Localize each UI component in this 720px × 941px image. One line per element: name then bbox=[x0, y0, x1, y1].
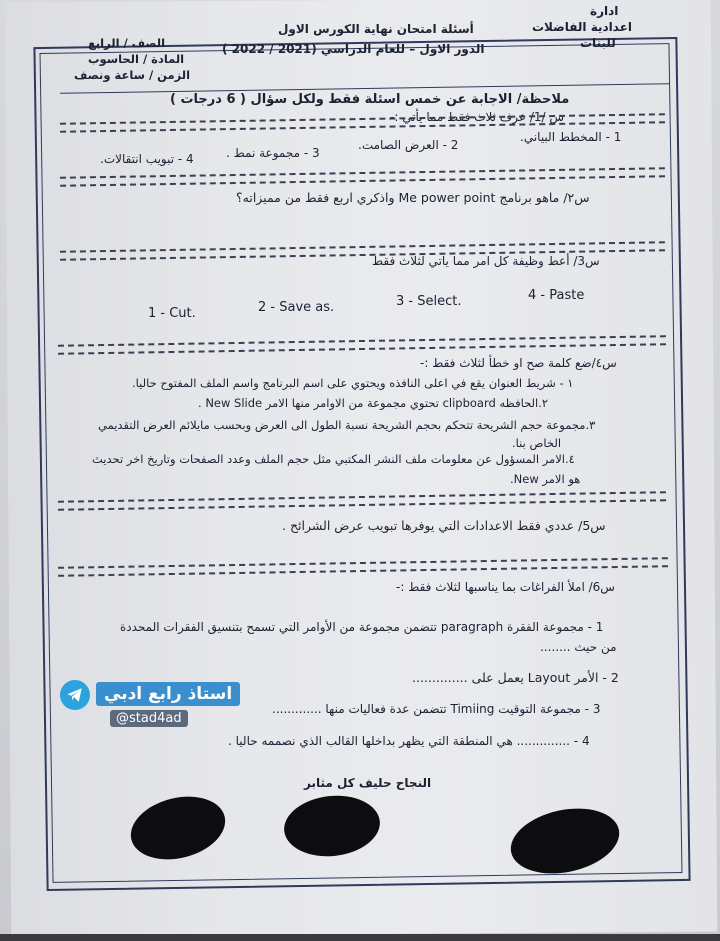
exam-subtitle: الدور الاول – للعام الدراسي (2021 / 2022 ) bbox=[222, 42, 485, 56]
channel-handle: @stad4ad bbox=[110, 710, 188, 727]
q3-item-4: 4 - Paste bbox=[528, 288, 585, 303]
exam-title: أسئلة امتحان نهاية الكورس الاول bbox=[278, 22, 474, 36]
header-left-line-1: الصف / الرابع bbox=[88, 36, 166, 50]
q3-item-1: 1 - Cut. bbox=[148, 306, 196, 321]
q6-item-2: 2 - الأمر Layout يعمل على .............. bbox=[412, 670, 619, 685]
channel-name: استاذ رابع ادبي bbox=[96, 682, 240, 706]
q1-item-2: 2 - العرض الصامت. bbox=[358, 138, 459, 152]
q3-title: س3/ أعط وظيفة كل امر مما ياتي لثلاث فقط bbox=[372, 254, 600, 268]
header-left-line-3: الزمن / ساعة ونصف bbox=[74, 68, 191, 82]
q5-title: س5/ عددي فقط الاعدادات التي يوفرها تبويب عرض الشرائح . bbox=[282, 518, 606, 533]
instructions-note: ملاحظة/ الاجابة عن خمس اسئلة فقط ولكل سؤال ( 6 درجات ) bbox=[170, 92, 570, 107]
q3-item-3: 3 - Select. bbox=[396, 294, 462, 309]
q4-item-3-cont: الخاص بنا. bbox=[512, 436, 562, 450]
q1-item-1: 1 - المخطط البياني. bbox=[520, 130, 622, 144]
q4-item-2: ٢.الحافظه clipboard تحتوي مجموعة من الاوامر منها الامر New Slide . bbox=[198, 396, 549, 410]
q6-title: س6/ املأ الفراغات بما يناسبها لثلاث فقط :- bbox=[396, 580, 615, 594]
q1-item-3: 3 - مجموعة نمط . bbox=[226, 146, 320, 160]
header-left-line-2: المادة / الحاسوب bbox=[88, 52, 185, 66]
q6-item-4: 4 - .............. هي المنطقة التي يظهر بداخلها القالب الذي نصممه حاليا . bbox=[228, 734, 590, 748]
q4-item-1: ١ - شريط العنوان يقع في اعلى النافذه ويحتوي على اسم البرنامج واسم الملف المفتوح حاليا. bbox=[132, 376, 574, 390]
q4-item-4: ٤.الامر المسؤول عن معلومات ملف النشر المكتبي مثل حجم الملف وعدد الصفحات وتاريخ اخر تحديث bbox=[92, 452, 575, 466]
q6-item-1-cont: من حيث ........ bbox=[540, 640, 617, 654]
closing-line: النجاح حليف كل مثابر bbox=[304, 776, 432, 790]
q1-title: س /1/ عرف ثلاث فقط مما يأتي :- bbox=[390, 110, 565, 124]
q3-item-2: 2 - Save as. bbox=[258, 300, 335, 315]
q2-title: س٢/ ماهو برنامج Me power point واذكري اربع فقط من مميزاته؟ bbox=[236, 190, 590, 205]
q4-title: س٤/ضع كلمة صح او خطأ لثلاث فقط :- bbox=[420, 356, 617, 370]
telegram-icon bbox=[60, 680, 90, 710]
q6-item-3: 3 - مجموعة التوقيت Timiing تتضمن عدة فعاليات منها ............. bbox=[272, 702, 601, 716]
q1-item-4: 4 - تبويب انتقالات. bbox=[100, 152, 194, 166]
header-right-line-3: للبنات bbox=[580, 36, 616, 50]
bottom-edge bbox=[0, 934, 720, 941]
q4-item-4-cont: هو الامر New. bbox=[510, 472, 581, 486]
q4-item-3: ٣.مجموعة حجم الشريحة تتحكم بحجم الشريحة نسبة الطول الى العرض وبحسب مايلائم العرض التقديمي bbox=[98, 418, 596, 432]
header-right-line-1: ادارة bbox=[590, 4, 619, 18]
q6-item-1: 1 - مجموعة الفقرة paragraph تتضمن مجموعة من الأوامر التي تسمح بتنسيق الفقرات المحددة bbox=[120, 620, 604, 634]
header-right-line-2: اعدادية الفاضلات bbox=[532, 20, 633, 34]
